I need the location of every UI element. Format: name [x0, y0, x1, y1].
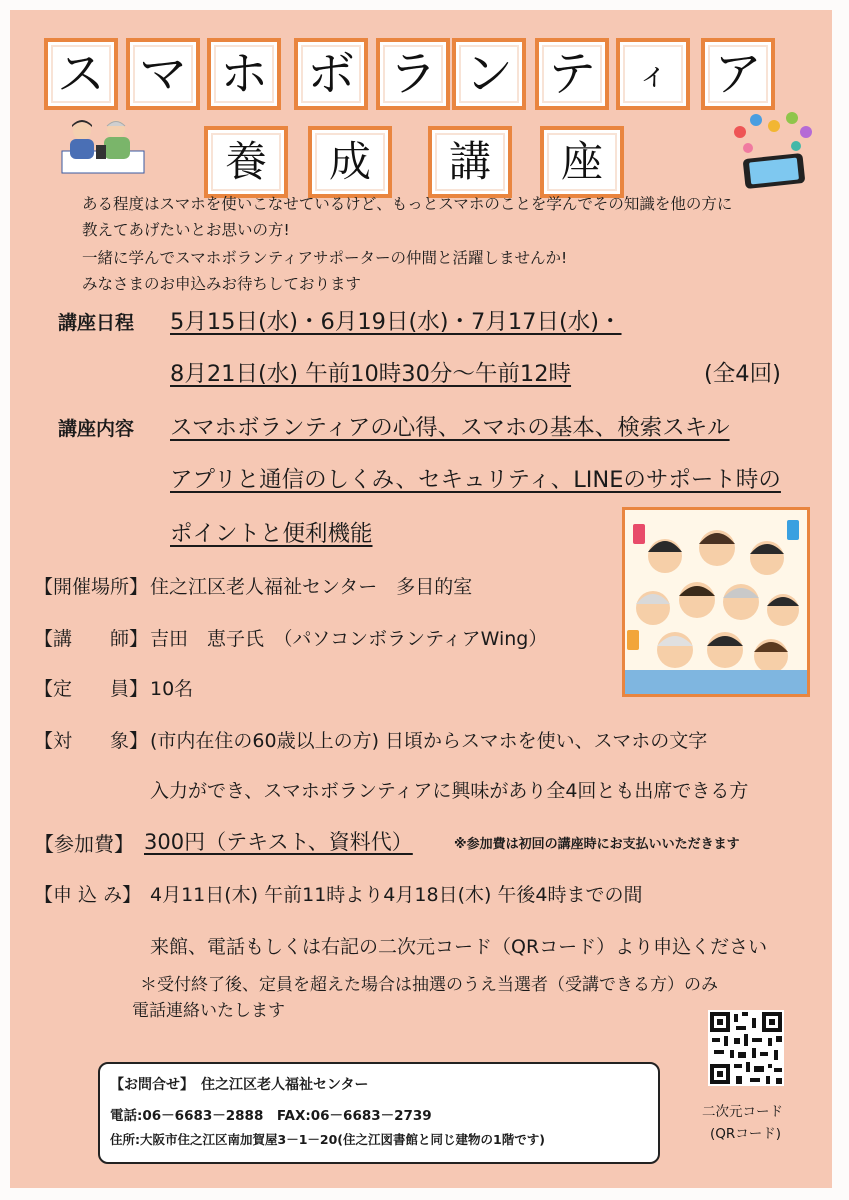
apply-method: 来館、電話もしくは右記の二次元コード（QRコード）より申込ください [150, 936, 768, 958]
smiling-people-illustration [625, 510, 807, 694]
venue-value: 住之江区老人福祉センター 多目的室 [150, 576, 473, 598]
flyer [10, 10, 832, 1188]
qr-caption-1: 二次元コード [702, 1104, 783, 1120]
tutoring-illustration [50, 115, 150, 177]
content-line-2: アプリと通信のしくみ、セキュリティ、LINEのサポート時の [170, 467, 781, 493]
target-line-2: 入力ができ、スマホボランティアに興味があり全4回とも出席できる方 [150, 780, 749, 802]
content-line-3: ポイントと便利機能 [170, 521, 373, 547]
contact-box [98, 1062, 660, 1164]
title-char: ン [464, 46, 513, 102]
lecturer-value: 吉田 恵子氏 （パソコンボランティアWing） [150, 628, 548, 650]
content-label: 講座内容 [58, 418, 135, 440]
title-char-box [207, 38, 281, 110]
subtitle-char: 講 [448, 137, 491, 186]
title-char-box [376, 38, 450, 110]
title-char: ィ [636, 55, 669, 93]
subtitle-char-box [428, 126, 512, 198]
subtitle-char-box [204, 126, 288, 198]
subtitle-char: 養 [224, 137, 267, 186]
venue-label: 【開催場所】 [34, 576, 149, 598]
apply-label: 【申 込 み】 [34, 884, 142, 906]
subtitle-char-box [540, 126, 624, 198]
qr-code[interactable] [708, 1010, 784, 1086]
apply-period: 4月11日(木) 午前11時より4月18日(木) 午後4時までの間 [150, 884, 643, 906]
schedule-label: 講座日程 [58, 312, 135, 334]
session-count: (全4回) [704, 361, 781, 387]
target-label: 【対 象】 [34, 730, 149, 752]
lecturer-label: 【講 師】 [34, 628, 149, 650]
title-char-box [44, 38, 118, 110]
title-char-box [126, 38, 200, 110]
title-char: ス [56, 46, 105, 102]
intro-line: みなさまのお申込みお待ちしております [82, 275, 362, 293]
title-char: ボ [306, 46, 355, 102]
subtitle-char: 成 [328, 137, 371, 186]
target-line-1: (市内在住の60歳以上の方) 日頃からスマホを使い、スマホの文字 [150, 730, 708, 752]
contact-address: 住所:大阪市住之江区南加賀屋3－1－20(住之江図書館と同じ建物の1階です) [110, 1132, 545, 1147]
subtitle-char-box [308, 126, 392, 198]
smartphone-apps-illustration [726, 112, 818, 190]
qr-caption-2: (QRコード) [710, 1126, 782, 1142]
group-illustration [622, 507, 810, 697]
title-char: ホ [219, 46, 268, 102]
fee-label: 【参加費】 [34, 832, 134, 856]
title-char-box [452, 38, 526, 110]
lottery-notice-2: 電話連絡いたします [132, 1001, 285, 1021]
title-char-box [535, 38, 609, 110]
contact-phone-fax: 電話:06－6683－2888 FAX:06－6683－2739 [110, 1108, 432, 1124]
title-char: マ [138, 46, 187, 102]
title-char-box [701, 38, 775, 110]
title-char-box [294, 38, 368, 110]
subtitle-char: 座 [560, 137, 603, 186]
intro-line: 教えてあげたいとお思いの方! [82, 221, 290, 239]
title-char: ラ [388, 46, 437, 102]
schedule-dates-1: 5月15日(水)・6月19日(水)・7月17日(水)・ [170, 309, 622, 335]
title-char: ア [713, 46, 762, 102]
title-char: テ [547, 46, 596, 102]
capacity-value: 10名 [150, 678, 194, 700]
fee-value: 300円（テキスト、資料代） [144, 830, 413, 854]
schedule-dates-2: 8月21日(水) 午前10時30分～午前12時 [170, 361, 572, 387]
capacity-label: 【定 員】 [34, 678, 149, 700]
contact-heading: 【お問合せ】 住之江区老人福祉センター [110, 1077, 369, 1093]
lottery-notice-1: ＊受付終了後、定員を超えた場合は抽選のうえ当選者（受講できる方）のみ [140, 975, 718, 995]
qr-code-icon [708, 1010, 784, 1086]
intro-line: ある程度はスマホを使いこなせているけど、もっとスマホのことを学んでその知識を他の方に [82, 195, 733, 213]
intro-line: 一緒に学んでスマホボランティアサポーターの仲間と活躍しませんか! [82, 249, 568, 267]
content-line-1: スマホボランティアの心得、スマホの基本、検索スキル [170, 415, 730, 441]
title-char-box [616, 38, 690, 110]
fee-note: ※参加費は初回の講座時にお支払いいただきます [454, 837, 740, 852]
